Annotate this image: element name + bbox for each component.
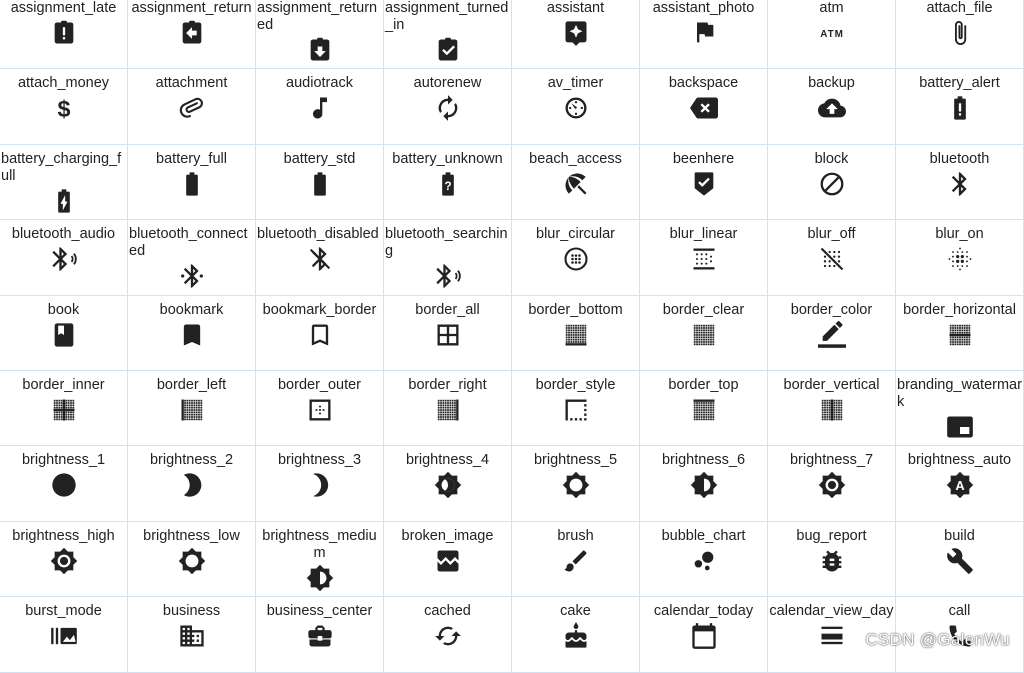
calendar-view-day-icon: [818, 622, 846, 650]
autorenew-icon: [434, 94, 462, 122]
brightness-4-icon: [434, 471, 462, 499]
icon-cell-brightness-high: [0, 522, 128, 597]
border-left-icon: [178, 396, 206, 424]
icon-cell-brightness-4: [384, 446, 512, 521]
icon-label: battery_charging_full: [1, 150, 122, 184]
icon-label: border_horizontal: [903, 301, 1016, 318]
battery-charging-full-icon: [50, 187, 78, 215]
border-bottom-icon: [562, 321, 590, 349]
icon-cell-bubble-chart: [640, 522, 768, 597]
icon-cell-attach-money: [0, 69, 128, 144]
bubble-chart-icon: [690, 547, 718, 575]
icon-label: blur_off: [807, 226, 856, 243]
blur-off-icon: [818, 245, 846, 273]
icon-label: brightness_high: [12, 527, 115, 544]
brightness-1-icon: [50, 471, 78, 499]
backspace-icon: [690, 94, 718, 122]
icon-cell-battery-std: [256, 145, 384, 220]
icon-cell-assignment-late: [0, 0, 128, 69]
icon-label: assistant: [546, 0, 605, 16]
icon-label: bluetooth_connected: [129, 226, 248, 260]
build-icon: [946, 547, 974, 575]
icon-label: calendar_today: [653, 603, 754, 620]
icon-cell-brightness-auto: [896, 446, 1024, 521]
icon-cell-bookmark: [128, 296, 256, 371]
broken-image-icon: [434, 547, 462, 575]
backup-icon: [818, 94, 846, 122]
icon-cell-brightness-low: [128, 522, 256, 597]
icon-cell-border-horizontal: [896, 296, 1024, 371]
bluetooth-connected-icon: [178, 262, 206, 290]
icon-cell-border-color: [768, 296, 896, 371]
assignment-return-icon: [178, 19, 206, 47]
icon-label: atm: [819, 0, 844, 16]
icon-label: autorenew: [413, 75, 482, 92]
bug-report-icon: [818, 547, 846, 575]
icon-cell-beenhere: [640, 145, 768, 220]
icon-label: bluetooth_searching: [385, 226, 508, 260]
icon-label: border_bottom: [528, 301, 623, 318]
battery-std-icon: [306, 170, 334, 198]
icon-label: battery_unknown: [392, 150, 503, 167]
assistant-photo-icon: [690, 19, 718, 47]
icon-label: brightness_1: [21, 452, 106, 469]
icon-cell-border-all: [384, 296, 512, 371]
icon-cell-battery-full: [128, 145, 256, 220]
border-horizontal-icon: [946, 321, 974, 349]
icon-cell-battery-alert: [896, 69, 1024, 144]
icon-label: block: [814, 150, 849, 167]
icon-label: border_right: [408, 376, 487, 393]
brightness-5-icon: [562, 471, 590, 499]
icon-glyph: ATM: [819, 29, 844, 41]
battery-alert-icon: [946, 94, 974, 122]
assignment-turned-in-icon: [434, 36, 462, 64]
icon-cell-branding-watermark: [896, 371, 1024, 446]
icon-cell-border-vertical: [768, 371, 896, 446]
icon-label: attach_money: [17, 75, 110, 92]
icon-label: blur_on: [935, 226, 984, 243]
icon-label: cached: [424, 603, 471, 620]
icon-cell-assignment-turned-in: [384, 0, 512, 69]
border-all-icon: [434, 321, 462, 349]
icon-label: border_all: [415, 301, 480, 318]
icon-glyph: $: [57, 96, 70, 123]
icon-label: border_vertical: [783, 376, 880, 393]
icon-label: brightness_2: [149, 452, 234, 469]
border-vertical-icon: [818, 396, 846, 424]
icon-label: av_timer: [547, 75, 604, 92]
icon-label: bubble_chart: [661, 527, 746, 544]
icon-cell-av-timer: [512, 69, 640, 144]
audiotrack-icon: [306, 94, 334, 122]
icon-cell-blur-circular: [512, 220, 640, 295]
attach-money-icon: [50, 94, 78, 122]
brightness-medium-icon: [306, 564, 334, 592]
icon-label: border_color: [790, 301, 873, 318]
icon-label: beach_access: [529, 150, 622, 167]
assignment-late-icon: [50, 19, 78, 47]
cake-icon: [562, 622, 590, 650]
icon-cell-border-bottom: [512, 296, 640, 371]
icon-cell-border-clear: [640, 296, 768, 371]
icon-cell-bluetooth-disabled: [256, 220, 384, 295]
brightness-low-icon: [178, 547, 206, 575]
icon-label: bookmark_border: [262, 301, 377, 318]
brush-icon: [562, 547, 590, 575]
icon-label: bluetooth: [929, 150, 990, 167]
icon-label: burst_mode: [25, 603, 102, 620]
icon-label: attachment: [155, 75, 228, 92]
icon-label: border_inner: [22, 376, 105, 393]
icon-cell-blur-linear: [640, 220, 768, 295]
icon-cell-blur-on: [896, 220, 1024, 295]
icon-label: brightness_7: [789, 452, 874, 469]
icon-label: brightness_low: [143, 527, 240, 544]
icon-cell-brightness-6: [640, 446, 768, 521]
icon-label: border_top: [668, 376, 739, 393]
icon-cell-bluetooth-audio: [0, 220, 128, 295]
icon-cell-border-left: [128, 371, 256, 446]
icon-cell-block: [768, 145, 896, 220]
icon-label: build: [944, 527, 975, 544]
icon-label: bluetooth_disabled: [257, 226, 379, 243]
icon-label: brightness_3: [277, 452, 362, 469]
icon-label: bluetooth_audio: [11, 226, 116, 243]
icon-cell-attachment: [128, 69, 256, 144]
icon-cell-bluetooth-searching: [384, 220, 512, 295]
bluetooth-disabled-icon: [306, 245, 334, 273]
icon-label: border_clear: [662, 301, 745, 318]
brightness-2-icon: [178, 471, 206, 499]
bluetooth-searching-icon: [434, 262, 462, 290]
business-center-icon: [306, 622, 334, 650]
brightness-7-icon: [818, 471, 846, 499]
icon-label: business: [162, 603, 221, 620]
icon-label: brightness_6: [661, 452, 746, 469]
attach-file-icon: [946, 19, 974, 47]
icon-cell-business: [128, 597, 256, 672]
icon-cell-border-style: [512, 371, 640, 446]
icon-cell-battery-charging-full: [0, 145, 128, 220]
icon-label: business_center: [266, 603, 373, 620]
icon-cell-autorenew: [384, 69, 512, 144]
icon-label: backspace: [668, 75, 739, 92]
icon-label: branding_watermark: [897, 376, 1022, 410]
icon-cell-border-outer: [256, 371, 384, 446]
border-inner-icon: [50, 396, 78, 424]
icon-cell-book: [0, 296, 128, 371]
icon-label: bug_report: [796, 527, 867, 544]
assistant-icon: [562, 19, 590, 47]
icon-cell-brightness-medium: [256, 522, 384, 597]
icon-cell-broken-image: [384, 522, 512, 597]
icon-cell-brightness-2: [128, 446, 256, 521]
icon-cell-assignment-return: [128, 0, 256, 69]
blur-circular-icon: [562, 245, 590, 273]
icon-cell-cached: [384, 597, 512, 672]
icon-cell-brightness-7: [768, 446, 896, 521]
bluetooth-icon: [946, 170, 974, 198]
icon-cell-brightness-1: [0, 446, 128, 521]
cached-icon: [434, 622, 462, 650]
icon-label: bookmark: [159, 301, 224, 318]
av-timer-icon: [562, 94, 590, 122]
icon-label: brightness_medium: [262, 527, 377, 561]
icon-label: backup: [808, 75, 855, 92]
icon-label: assignment_return: [131, 0, 252, 16]
branding-watermark-icon: [946, 413, 974, 441]
icon-cell-bookmark-border: [256, 296, 384, 371]
icon-cell-brightness-5: [512, 446, 640, 521]
icon-cell-battery-unknown: [384, 145, 512, 220]
icon-cell-assistant: [512, 0, 640, 69]
icon-cell-border-top: [640, 371, 768, 446]
atm-icon: [818, 19, 846, 47]
burst-mode-icon: [50, 622, 78, 650]
icon-label: beenhere: [672, 150, 735, 167]
blur-linear-icon: [690, 245, 718, 273]
icon-cell-brush: [512, 522, 640, 597]
icon-label: calendar_view_day: [769, 603, 894, 620]
border-right-icon: [434, 396, 462, 424]
beenhere-icon: [690, 170, 718, 198]
icon-label: book: [47, 301, 80, 318]
bluetooth-audio-icon: [50, 245, 78, 273]
icon-glyph: ?: [443, 179, 452, 193]
icon-label: audiotrack: [286, 75, 353, 92]
blur-on-icon: [946, 245, 974, 273]
icon-cell-bluetooth: [896, 145, 1024, 220]
icon-label: brightness_5: [533, 452, 618, 469]
icon-label: broken_image: [401, 527, 494, 544]
calendar-today-icon: [690, 622, 718, 650]
icon-cell-atm: [768, 0, 896, 69]
brightness-high-icon: [50, 547, 78, 575]
book-icon: [50, 321, 78, 349]
assignment-returned-icon: [306, 36, 334, 64]
battery-full-icon: [178, 170, 206, 198]
border-color-icon: [818, 321, 846, 349]
beach-access-icon: [562, 170, 590, 198]
icon-label: assignment_late: [10, 0, 117, 16]
icon-label: battery_full: [156, 150, 227, 167]
icon-cell-backup: [768, 69, 896, 144]
icon-label: brightness_auto: [907, 452, 1012, 469]
icon-cell-backspace: [640, 69, 768, 144]
icon-label: cake: [560, 603, 591, 620]
icon-cell-bug-report: [768, 522, 896, 597]
icon-label: border_style: [535, 376, 616, 393]
icon-label: assignment_turned_in: [385, 0, 509, 33]
icon-cell-business-center: [256, 597, 384, 672]
battery-unknown-icon: [434, 170, 462, 198]
icon-cell-cake: [512, 597, 640, 672]
icon-label: assignment_returned: [257, 0, 378, 33]
border-top-icon: [690, 396, 718, 424]
icon-label: border_left: [156, 376, 227, 393]
brightness-auto-icon: [946, 471, 974, 499]
brightness-3-icon: [306, 471, 334, 499]
icon-label: blur_linear: [669, 226, 738, 243]
icon-label: attach_file: [926, 0, 993, 16]
icon-label: assistant_photo: [652, 0, 755, 16]
attachment-icon: [178, 94, 206, 122]
icon-glyph: A: [954, 478, 965, 494]
border-style-icon: [562, 396, 590, 424]
watermark-text: CSDN @GalenWu: [865, 630, 1010, 649]
icon-cell-audiotrack: [256, 69, 384, 144]
icon-cell-beach-access: [512, 145, 640, 220]
icon-label: battery_std: [283, 150, 356, 167]
bookmark-icon: [178, 321, 206, 349]
business-icon: [178, 622, 206, 650]
icon-label: brush: [557, 527, 594, 544]
icon-cell-blur-off: [768, 220, 896, 295]
border-clear-icon: [690, 321, 718, 349]
icon-label: battery_alert: [919, 75, 1000, 92]
icon-cell-assistant-photo: [640, 0, 768, 69]
icon-cell-bluetooth-connected: [128, 220, 256, 295]
icon-cell-border-right: [384, 371, 512, 446]
border-outer-icon: [306, 396, 334, 424]
icon-cell-calendar-today: [640, 597, 768, 672]
brightness-6-icon: [690, 471, 718, 499]
icon-label: border_outer: [277, 376, 362, 393]
icon-cell-assignment-returned: [256, 0, 384, 69]
icon-cell-build: [896, 522, 1024, 597]
icon-cell-burst-mode: [0, 597, 128, 672]
icon-label: brightness_4: [405, 452, 490, 469]
icon-cell-border-inner: [0, 371, 128, 446]
icon-label: call: [948, 603, 971, 620]
icon-label: blur_circular: [536, 226, 615, 243]
icon-cell-brightness-3: [256, 446, 384, 521]
icon-cell-attach-file: [896, 0, 1024, 69]
block-icon: [818, 170, 846, 198]
bookmark-border-icon: [306, 321, 334, 349]
